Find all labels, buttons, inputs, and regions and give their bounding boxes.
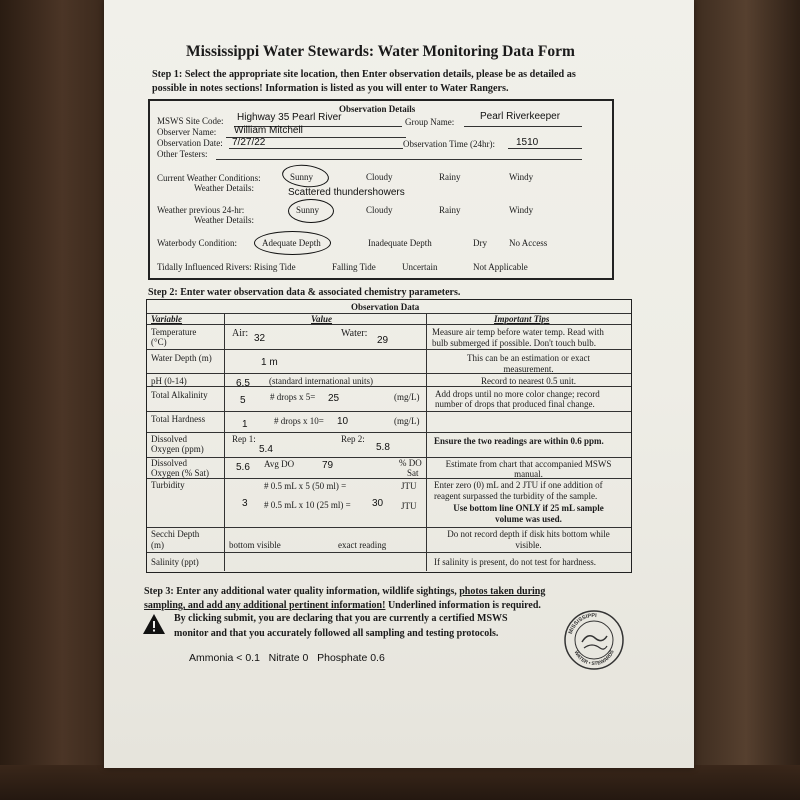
dosat-value[interactable]: 5.6 [236, 462, 250, 473]
alkalinity-tip-line1: Add drops until no more color change; record [435, 389, 600, 399]
waterbody-option-inadequate[interactable]: Inadequate Depth [368, 238, 432, 248]
col-tips-header: Important Tips [494, 314, 550, 324]
turbidity-tip-line1: Enter zero (0) mL and 2 JTU if one addition of [434, 480, 603, 490]
secchi-variable-line1: Secchi Depth [151, 529, 200, 539]
form-page [104, 0, 694, 768]
do-rep1-value[interactable]: 5.4 [259, 444, 273, 455]
step3-line1-underlined: photos taken during [459, 586, 546, 597]
table-col-divider [224, 313, 225, 571]
table-rule [147, 386, 631, 387]
waterbody-selected-circle [254, 231, 331, 255]
previous-weather-selected-circle [288, 199, 334, 223]
temp-air-label: Air: [232, 328, 249, 339]
secchi-exact-reading[interactable]: exact reading [338, 540, 387, 550]
turbidity-unit-line1: JTU [401, 481, 417, 491]
ph-tip: Record to nearest 0.5 unit. [481, 376, 576, 386]
temp-tip-line1: Measure air temp before water temp. Read with [432, 327, 604, 337]
temp-air-value[interactable]: 32 [254, 333, 266, 344]
svg-text:MISSISSIPPI [568, 613, 597, 635]
table-rule [147, 432, 631, 433]
seal-text-top: MISSISSIPPI [567, 612, 597, 635]
alkalinity-unit: (mg/L) [394, 392, 420, 402]
temp-variable-unit: (°C) [151, 337, 167, 347]
waterbody-label: Waterbody Condition: [157, 238, 238, 248]
waterbody-option-no-access[interactable]: No Access [509, 238, 548, 248]
declaration-line1: By clicking submit, you are declaring that you are currently a certified MSWS [174, 613, 508, 624]
observer-name-label: Observer Name: [157, 127, 217, 137]
observation-date-label: Observation Date: [157, 138, 223, 148]
table-rule [147, 457, 631, 458]
weather-details-label: Weather Details: [194, 183, 254, 193]
current-weather-label: Current Weather Conditions: [157, 173, 261, 183]
mississippi-water-stewards-seal-icon [562, 608, 626, 672]
other-testers-underline [216, 159, 582, 160]
temp-variable: Temperature [151, 327, 197, 337]
alkalinity-formula: # drops x 5= [270, 392, 316, 402]
step2-heading: Step 2: Enter water observation data & associated chemistry parameters. [148, 287, 461, 298]
tidal-option-uncertain[interactable]: Uncertain [402, 262, 438, 272]
observation-data-header: Observation Data [351, 302, 420, 312]
observation-time-value[interactable]: 1510 [516, 137, 539, 148]
depth-value[interactable]: 1 m [261, 357, 278, 368]
do-rep1-label: Rep 1: [232, 434, 256, 444]
weather-previous-label: Weather previous 24-hr: [157, 205, 245, 215]
table-surface-left [0, 0, 104, 800]
waterbody-option-dry[interactable]: Dry [473, 238, 487, 248]
secchi-variable-line2: (m) [151, 540, 164, 550]
secchi-bottom-visible[interactable]: bottom visible [229, 540, 281, 550]
waterbody-option-adequate[interactable]: Adequate Depth [262, 238, 321, 248]
do-variable-line1: Dissolved [151, 434, 187, 444]
current-weather-option-rainy[interactable]: Rainy [439, 172, 461, 182]
depth-tip-line1: This can be an estimation or exact [467, 353, 590, 363]
turbidity-tip-line2: reagent surpassed the turbidity of the sample. [434, 491, 598, 501]
group-name-label: Group Name: [405, 117, 455, 127]
dosat-tip-line1: Estimate from chart that accompanied MSWS [445, 459, 612, 469]
turbidity-variable: Turbidity [151, 480, 185, 490]
observation-date-value[interactable]: 7/27/22 [232, 137, 266, 148]
step3-line1 [144, 586, 545, 597]
do-rep2-label: Rep 2: [341, 434, 365, 444]
temp-water-label: Water: [341, 328, 368, 339]
observation-time-label: Observation Time (24hr): [403, 139, 495, 149]
turbidity-formula-line1: # 0.5 mL x 5 (50 ml) = [264, 481, 347, 491]
salinity-tip: If salinity is present, do not test for hardness. [434, 557, 596, 567]
alkalinity-result[interactable]: 25 [328, 393, 340, 404]
previous-weather-option-windy[interactable]: Windy [509, 205, 534, 215]
dosat-variable-line1: Dissolved [151, 458, 187, 468]
depth-tip-line2: measurement. [503, 364, 554, 374]
current-weather-option-sunny[interactable]: Sunny [290, 172, 314, 182]
hardness-drops-value[interactable]: 1 [242, 419, 248, 430]
secchi-tip-line2: visible. [515, 540, 542, 550]
additional-notes[interactable]: Ammonia < 0.1 Nitrate 0 Phosphate 0.6 [189, 652, 385, 664]
alkalinity-drops-value[interactable]: 5 [240, 395, 246, 406]
ph-unit: (standard international units) [269, 376, 373, 386]
turbidity-tip-line4: volume was used. [495, 514, 562, 524]
hardness-unit: (mg/L) [394, 416, 420, 426]
table-rule [147, 324, 631, 325]
previous-weather-option-cloudy[interactable]: Cloudy [366, 205, 393, 215]
do-rep2-value[interactable]: 5.8 [376, 442, 390, 453]
ph-variable: pH (0-14) [151, 376, 187, 386]
dosat-unit-line1: % DO [399, 458, 422, 468]
tidal-option-not-applicable[interactable]: Not Applicable [473, 262, 528, 272]
table-rule [147, 313, 631, 314]
tidal-option-falling[interactable]: Falling Tide [332, 262, 376, 272]
observation-time-underline [508, 148, 582, 149]
declaration-line2: monitor and that you accurately followed all sampling and testing protocols. [174, 628, 499, 639]
step1-instructions-line1: Step 1: Select the appropriate site location, then Enter observation details, please be as detailed as [152, 69, 576, 80]
site-code-label: MSWS Site Code: [157, 116, 224, 126]
weather-previous-details-label: Weather Details: [194, 215, 254, 225]
turbidity-tip-line3: Use bottom line ONLY if 25 mL sample [453, 503, 604, 513]
hardness-formula: # drops x 10= [274, 416, 324, 426]
tidal-label: Tidally Influenced Rivers: Rising Tide [157, 262, 296, 272]
current-weather-option-cloudy[interactable]: Cloudy [366, 172, 393, 182]
temp-tip-line2: bulb submerged if possible. Don't touch bulb. [432, 338, 596, 348]
temp-water-value[interactable]: 29 [377, 335, 389, 346]
table-rule [147, 552, 631, 553]
col-variable-header: Variable [151, 314, 183, 324]
table-surface-right [692, 0, 800, 800]
step3-line2 [144, 600, 541, 611]
observer-name-value[interactable]: William Mitchell [234, 125, 303, 136]
dosat-avg-label: Avg DO [264, 459, 295, 469]
do-tip: Ensure the two readings are within 0.6 ppm. [434, 436, 604, 446]
form-title: Mississippi Water Stewards: Water Monitoring Data Form [186, 43, 575, 60]
step3-line2-underlined: sampling, and add any additional pertinent information! [144, 600, 386, 611]
step1-instructions-line2: possible in notes sections! Information is listed as you will enter to Water Rangers. [152, 83, 509, 94]
warning-icon [142, 613, 166, 635]
step3-line2-text: Underlined information is required. [385, 600, 541, 611]
other-testers-label: Other Testers: [157, 149, 208, 159]
seal-text-bottom: WATER • STEWARDS [572, 649, 616, 668]
turbidity-unit-line2: JTU [401, 501, 417, 511]
table-rule [147, 411, 631, 412]
table-surface-bottom [0, 765, 800, 800]
alkalinity-tip-line2: number of drops that produced final change. [435, 399, 595, 409]
dosat-variable-line2: Oxygen (% Sat) [151, 468, 209, 478]
observation-details-header: Observation Details [339, 104, 416, 114]
alkalinity-variable: Total Alkalinity [151, 390, 208, 400]
step3-line1-text: Step 3: Enter any additional water quality information, wildlife sightings, [144, 586, 460, 597]
do-variable-line2: Oxygen (ppm) [151, 444, 204, 454]
depth-variable: Water Depth (m) [151, 353, 212, 363]
group-name-underline [464, 126, 582, 127]
table-rule [147, 527, 631, 528]
salinity-variable: Salinity (ppt) [151, 557, 199, 567]
previous-weather-option-sunny[interactable]: Sunny [296, 205, 320, 215]
site-code-value[interactable]: Highway 35 Pearl River [237, 112, 342, 123]
turbidity-value[interactable]: 3 [242, 498, 248, 509]
table-rule [147, 349, 631, 350]
hardness-result[interactable]: 10 [337, 416, 349, 427]
dosat-avg-value[interactable]: 79 [322, 460, 334, 471]
group-name-value[interactable]: Pearl Riverkeeper [480, 111, 561, 122]
weather-details-value[interactable]: Scattered thundershowers [288, 187, 405, 198]
turbidity-formula-line2: # 0.5 mL x 10 (25 ml) = [264, 500, 351, 510]
turbidity-result[interactable]: 30 [372, 498, 384, 509]
secchi-tip-line1: Do not record depth if disk hits bottom while [447, 529, 610, 539]
current-weather-option-windy[interactable]: Windy [509, 172, 534, 182]
col-value-header: Value [311, 314, 333, 324]
dosat-tip-line2: manual. [514, 469, 543, 479]
hardness-variable: Total Hardness [151, 414, 206, 424]
ph-value[interactable]: 6.5 [236, 378, 250, 389]
previous-weather-option-rainy[interactable]: Rainy [439, 205, 461, 215]
observation-date-underline [229, 148, 403, 149]
dosat-unit-line2: Sat [407, 468, 419, 478]
